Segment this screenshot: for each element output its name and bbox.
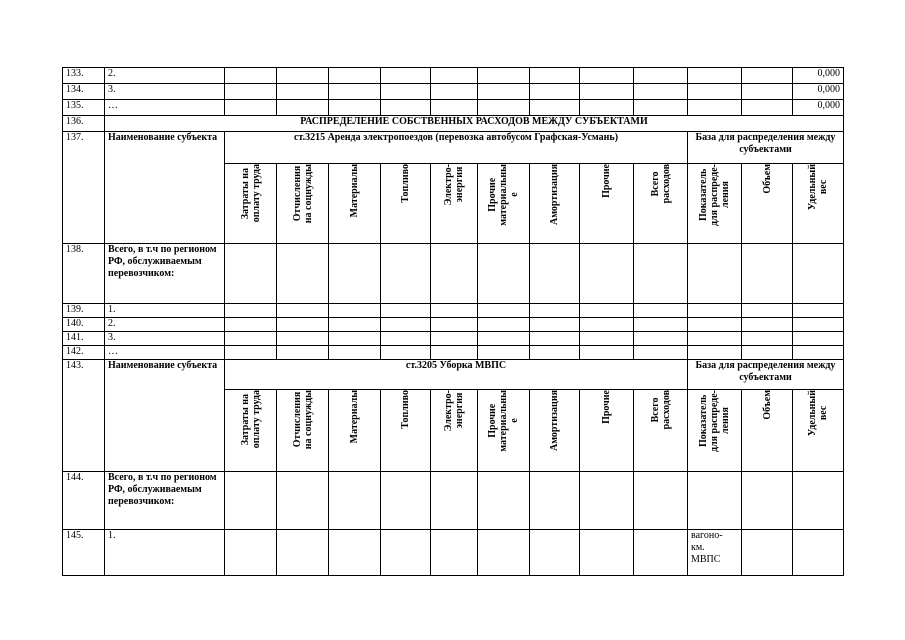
col-header-materials: Материалы xyxy=(329,164,381,244)
col-header-other-materials: Прочие материальны е xyxy=(478,390,530,472)
col-header-other-materials: Прочие материальны е xyxy=(478,164,530,244)
col-header-social: Отчисления на соцнужды xyxy=(277,390,329,472)
col-header-labor: Затраты на оплату труда xyxy=(225,390,277,472)
col-header-total: Всего расходов xyxy=(634,164,688,244)
cost-distribution-table xyxy=(62,67,844,576)
block1-title: ст.3215 Аренда электропоездов (перевозка автобусом Графская-Усмань) xyxy=(225,132,688,164)
col-header-indicator: Показатель для распреде- ления xyxy=(688,164,742,244)
col-header-depreciation: Амортизация xyxy=(530,390,580,472)
table-row xyxy=(63,68,844,84)
block2-base-title: База для распределения между субъектами xyxy=(688,360,844,390)
row-label: 1. xyxy=(105,530,225,576)
row-number: 142. xyxy=(63,346,105,360)
col-header-materials: Материалы xyxy=(329,390,381,472)
weight-value: 0,000 xyxy=(793,100,844,116)
block1-header-row xyxy=(63,132,844,164)
table-row xyxy=(63,530,844,576)
row-number: 138. xyxy=(63,244,105,304)
block2-total-row xyxy=(63,472,844,530)
total-label: Всего, в т.ч по регионом РФ, обслуживаемым перевозчиком: xyxy=(105,244,225,304)
col-header-fuel: Топливо xyxy=(381,164,431,244)
table-row xyxy=(63,100,844,116)
table-row xyxy=(63,346,844,360)
row-label: 3. xyxy=(105,332,225,346)
row-number: 136. xyxy=(63,116,105,132)
unit-label: вагоно- км. МВПС xyxy=(688,530,742,576)
row-number: 134. xyxy=(63,84,105,100)
section-title-row xyxy=(63,116,844,132)
row-number: 139. xyxy=(63,304,105,318)
row-number: 137. xyxy=(63,132,105,244)
row-number: 141. xyxy=(63,332,105,346)
table-row xyxy=(63,84,844,100)
row-label: … xyxy=(105,346,225,360)
col-header-energy: Электро- энергия xyxy=(431,164,478,244)
subject-name-header: Наименование субъекта xyxy=(105,360,225,472)
col-header-weight: Удельный вес xyxy=(793,390,844,472)
row-number: 144. xyxy=(63,472,105,530)
row-label: 1. xyxy=(105,304,225,318)
block2-header-row xyxy=(63,360,844,390)
block2-title: ст.3205 Уборка МВПС xyxy=(225,360,688,390)
col-header-fuel: Топливо xyxy=(381,390,431,472)
row-number: 145. xyxy=(63,530,105,576)
row-label: 2. xyxy=(105,68,225,84)
block1-base-title: База для распределения между субъектами xyxy=(688,132,844,164)
col-header-volume: Объем xyxy=(742,164,793,244)
col-header-weight: Удельный вес xyxy=(793,164,844,244)
col-header-social: Отчисления на соцнужды xyxy=(277,164,329,244)
row-number: 143. xyxy=(63,360,105,472)
row-number: 133. xyxy=(63,68,105,84)
table-row xyxy=(63,304,844,318)
col-header-total: Всего расходов xyxy=(634,390,688,472)
col-header-other: Прочие xyxy=(580,164,634,244)
block1-total-row xyxy=(63,244,844,304)
row-number: 135. xyxy=(63,100,105,116)
col-header-depreciation: Амортизация xyxy=(530,164,580,244)
total-label: Всего, в т.ч по регионом РФ, обслуживаемым перевозчиком: xyxy=(105,472,225,530)
table-row xyxy=(63,332,844,346)
col-header-volume: Объем xyxy=(742,390,793,472)
subject-name-header: Наименование субъекта xyxy=(105,132,225,244)
col-header-indicator: Показатель для распреде- ления xyxy=(688,390,742,472)
row-label: 3. xyxy=(105,84,225,100)
col-header-labor: Затраты на оплату труда xyxy=(225,164,277,244)
row-number: 140. xyxy=(63,318,105,332)
col-header-energy: Электро- энергия xyxy=(431,390,478,472)
weight-value: 0,000 xyxy=(793,68,844,84)
col-header-other: Прочие xyxy=(580,390,634,472)
row-label: 2. xyxy=(105,318,225,332)
table-row xyxy=(63,318,844,332)
section-title: РАСПРЕДЕЛЕНИЕ СОБСТВЕННЫХ РАСХОДОВ МЕЖДУ СУБЪЕКТАМИ xyxy=(105,116,844,132)
row-label: … xyxy=(105,100,225,116)
weight-value: 0,000 xyxy=(793,84,844,100)
